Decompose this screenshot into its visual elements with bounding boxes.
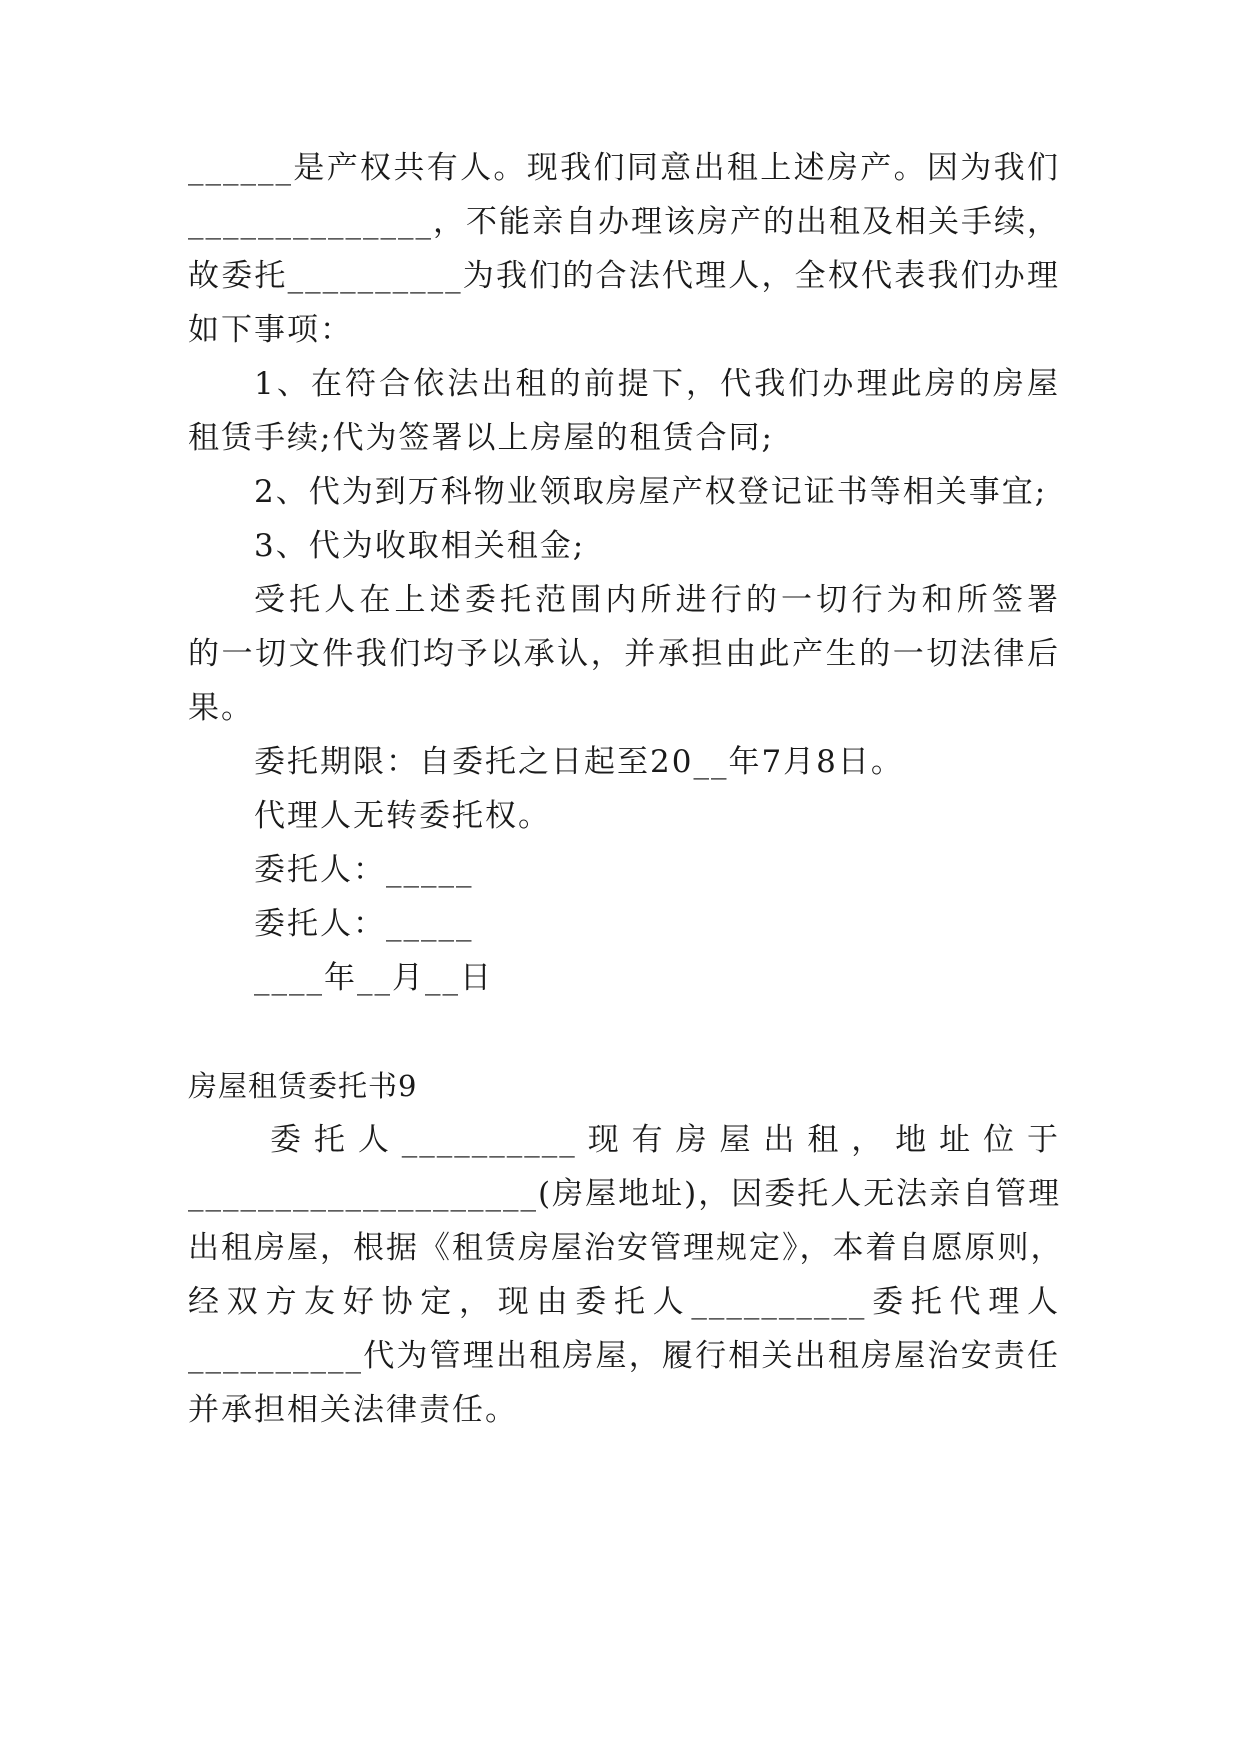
signature-line: 委托人：_____ [254,906,474,942]
body-line: ____________________(房屋地址)，因委托人无法亲自管理 [188,1176,1062,1212]
list-item: 2、代为到万科物业领取房屋产权登记证书等相关事宜; [254,474,1048,510]
body-line: ______________，不能亲自办理该房产的出租及相关手续， [188,204,1060,240]
paragraph-line: 受托人在上述委托范围内所进行的一切行为和所签署 [254,582,1060,618]
body-line: 如下事项： [188,312,353,348]
body-line: 故委托__________为我们的合法代理人，全权代表我们办理 [188,258,1060,294]
list-item: 1、在符合依法出租的前提下，代我们办理此房的房屋 [254,366,1060,402]
section-title: 房屋租赁委托书9 [188,1069,418,1103]
body-line: __________代为管理出租房屋，履行相关出租房屋治安责任 [188,1338,1060,1374]
body-line: 经双方友好协定，现由委托人__________委托代理人 [188,1284,1060,1320]
body-line: 租赁手续;代为签署以上房屋的租赁合同; [188,420,774,456]
list-item: 3、代为收取相关租金; [254,528,586,564]
signature-line: 委托人：_____ [254,852,474,888]
body-line: 的一切文件我们均予以承认，并承担由此产生的一切法律后 [188,636,1060,672]
body-line: 果。 [188,690,254,726]
term-line: 委托期限：自委托之日起至20__年7月8日。 [254,744,904,780]
paragraph-line: 委托人__________现有房屋出租，地址位于 [270,1122,1060,1158]
body-line: ______是产权共有人。现我们同意出租上述房产。因为我们 [188,150,1060,186]
clause-line: 代理人无转委托权。 [254,798,551,834]
date-line: ____年__月__日 [254,960,493,996]
body-line: 出租房屋，根据《租赁房屋治安管理规定》，本着自愿原则， [188,1230,1064,1266]
body-line: 并承担相关法律责任。 [188,1392,518,1428]
